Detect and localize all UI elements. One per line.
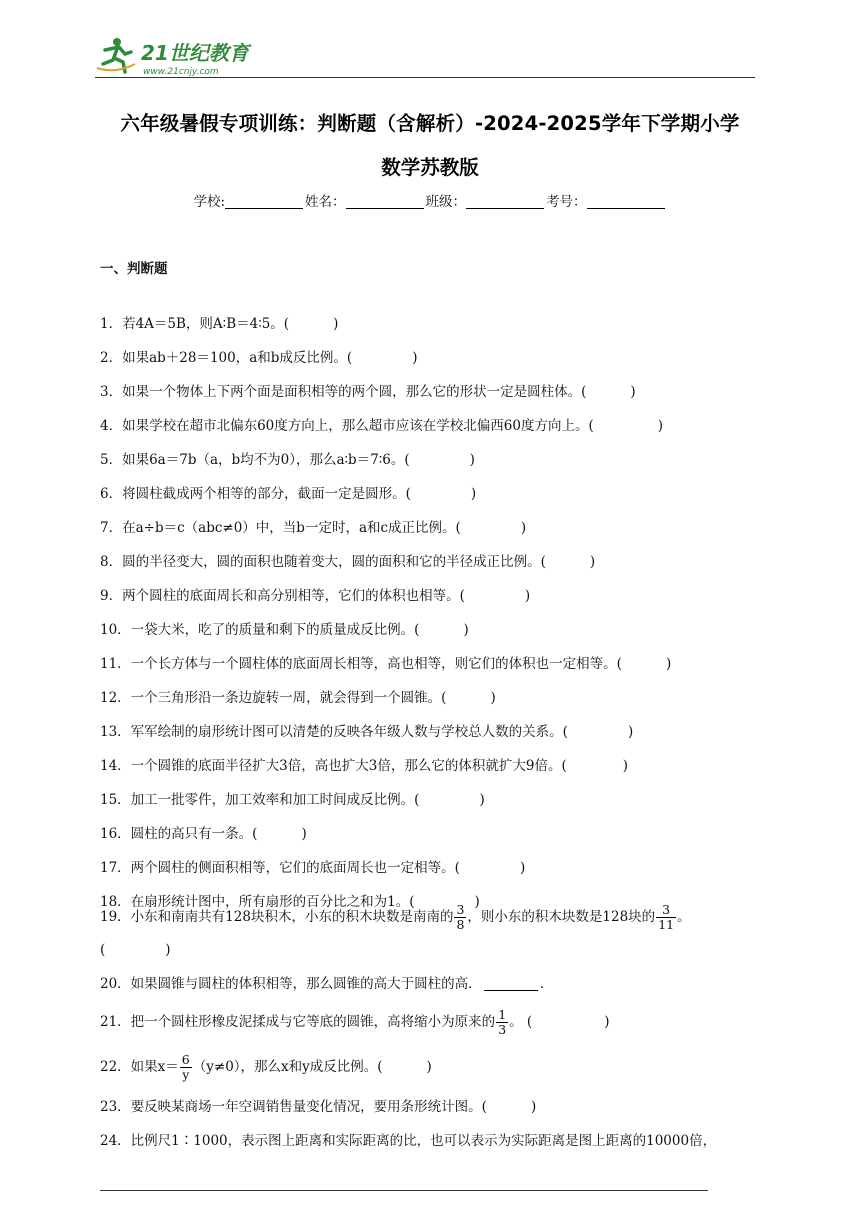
header-divider — [95, 77, 755, 78]
fraction-6-y: $\frac{6}{y}$ — [181, 1052, 190, 1082]
exam-number-blank[interactable] — [587, 194, 665, 209]
question-4: 4．如果学校在超市北偏东60度方向上，那么超市应该在学校北偏西60度方向上。( ) — [100, 418, 663, 434]
svg-text:www.21cnjy.com: www.21cnjy.com — [143, 67, 219, 77]
question-10: 10．一袋大米，吃了的质量和剩下的质量成反比例。( ) — [100, 622, 469, 638]
question-12: 12．一个三角形沿一条边旋转一周，就会得到一个圆锥。( ) — [100, 690, 496, 706]
question-9: 9．两个圆柱的底面周长和高分别相等，它们的体积也相等。( ) — [100, 588, 531, 604]
school-label: 学校: — [193, 194, 226, 210]
document-title-line-1: 六年级暑假专项训练：判断题（含解析）-2024-2025学年下学期小学 — [120, 112, 740, 135]
school-blank[interactable] — [225, 194, 303, 209]
site-logo — [95, 34, 275, 78]
question-17: 17．两个圆柱的侧面积相等，它们的底面周长也一定相等。( ) — [100, 860, 526, 876]
question-2: 2．如果ab＋28＝100，a和b成反比例。( ) — [100, 350, 418, 366]
student-info-row — [0, 190, 860, 210]
section-heading: 一、判断题 — [100, 261, 168, 277]
name-label: 姓名： — [305, 194, 346, 210]
question-7: 7．在a÷b＝c（abc≠0）中，当b一定时，a和c成正比例。( ) — [100, 520, 527, 536]
question-8: 8．圆的半径变大，圆的面积也随着变大，圆的面积和它的半径成正比例。( ) — [100, 554, 596, 570]
question-22: 22．如果x＝ $\frac{6}{y}$ （y≠0），那么x和y成反比例。( ) — [100, 1052, 432, 1082]
question-20: 20．如果圆锥与圆柱的体积相等，那么圆锥的高大于圆柱的高． . — [100, 976, 544, 992]
question-24: 24．比例尺1∶1000，表示图上距离和实际距离的比，也可以表示为实际距离是图上距离的10000倍， — [100, 1133, 717, 1149]
footer-divider — [100, 1190, 708, 1191]
question-19: 19．小东和南南共有128块积木，小东的积木块数是南南的 $\frac{3}{8}$ ，则小东的积木块数是128块的 $\frac{3}{11}$ 。 — [100, 902, 691, 932]
question-14: 14．一个圆锥的底面半径扩大3倍，高也扩大3倍，那么它的体积就扩大9倍。( ) — [100, 758, 628, 774]
class-label: 班级： — [425, 194, 467, 210]
question-16: 16．圆柱的高只有一条。( ) — [100, 826, 307, 842]
question-23: 23．要反映某商场一年空调销售量变化情况，要用条形统计图。( ) — [100, 1099, 537, 1115]
question-18: 18．在扇形统计图中，所有扇形的百分比之和为1。( ) — [100, 894, 480, 910]
name-blank[interactable] — [346, 194, 424, 209]
document-title-line-2: 数学苏教版 — [381, 156, 479, 179]
fraction-3-8: $\frac{3}{8}$ — [456, 902, 465, 932]
question-6: 6．将圆柱截成两个相等的部分，截面一定是圆形。( ) — [100, 486, 477, 502]
class-blank[interactable] — [466, 194, 544, 209]
fraction-1-3: $\frac{1}{3}$ — [498, 1007, 507, 1037]
question-15: 15．加工一批零件，加工效率和加工时间成反比例。( ) — [100, 792, 485, 808]
question-13: 13．军军绘制的扇形统计图可以清楚的反映各年级人数与学校总人数的关系。( ) — [100, 724, 634, 740]
question-11: 11．一个长方体与一个圆柱体的底面周长相等，高也相等，则它们的体积也一定相等。( ) — [100, 656, 672, 672]
question-21: 21．把一个圆柱形橡皮泥揉成与它等底的圆锥，高将缩小为原来的 $\frac{1}{3}$ 。 ( ) — [100, 1007, 610, 1037]
answer-blank[interactable] — [484, 976, 538, 991]
question-5: 5．如果6a＝7b（a，b均不为0），那么a∶b＝7∶6。( ) — [100, 452, 475, 468]
exam-number-label: 考号： — [546, 194, 587, 210]
fraction-3-11: $\frac{3}{11}$ — [658, 902, 675, 932]
question-1: 1．若4A＝5B，则A∶B＝4∶5。( ) — [100, 316, 339, 332]
page-header — [95, 34, 755, 78]
question-19-answer: ( ) — [100, 942, 171, 958]
svg-text:21世纪教育: 21世纪教育 — [141, 41, 249, 65]
question-3: 3．如果一个物体上下两个面是面积相等的两个圆，那么它的形状一定是圆柱体。( ) — [100, 384, 636, 400]
